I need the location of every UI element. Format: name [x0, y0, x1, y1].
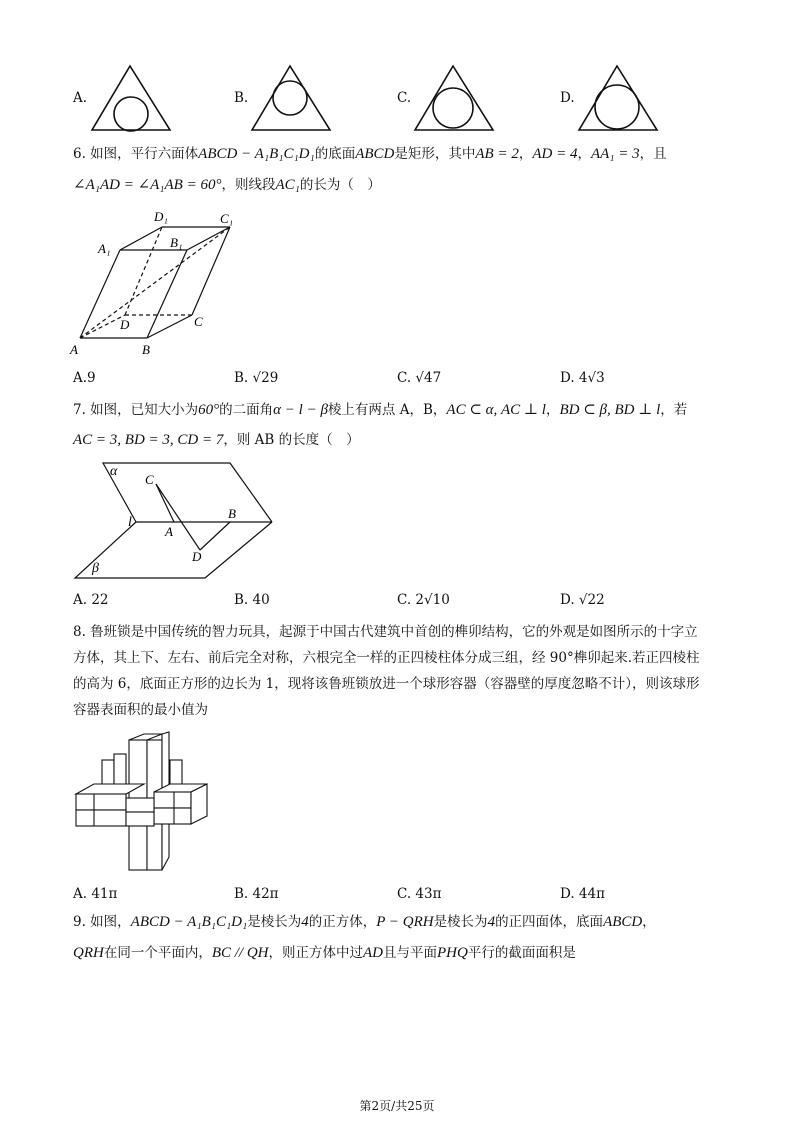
q9-text: 是棱长为 [247, 914, 302, 930]
q6-math: AC₁ [275, 177, 300, 193]
q9-math: P − QRH [376, 914, 434, 930]
q7-text: ，若 [660, 402, 688, 418]
q6-stem-line1 [73, 144, 667, 164]
q9-stem-line1 [73, 912, 656, 932]
q6-text: 的底面 [314, 146, 356, 162]
q8-stem-line1: 8. 鲁班锁是中国传统的智力玩具，起源于中国古代建筑中首创的榫卯结构，它的外观是如图所示的十字立 [73, 624, 698, 640]
q6-math: AB = 2 [475, 146, 519, 162]
q9-text: 9. 如图， [73, 914, 131, 930]
q6-label-c: C [194, 314, 203, 329]
q5-option-b-figure [250, 64, 332, 132]
q6-math: ABCD [355, 146, 395, 162]
q6-parallelepiped-figure [60, 205, 260, 365]
q6-label-d: D [120, 317, 130, 332]
q6-math: ∠A₁AD = ∠A₁AB = 60° [73, 177, 222, 193]
page-number-footer: 第2页/共25页 [359, 1099, 435, 1113]
q9-math: ABCD − A₁B₁C₁D₁ [130, 914, 248, 930]
q8-stem-line2: 方体，其上下、左右、前后完全对称，六根完全一样的正四棱柱体分成三组，经 90°榫卯起来.若正四棱柱 [73, 650, 700, 666]
q6-label-d1: D₁ [154, 209, 168, 224]
q8-stem-line3: 的高为 6，底面正方形的边长为 1，现将该鲁班锁放进一个球形容器（容器壁的厚度忽略不计），则该球形 [73, 676, 700, 692]
q9-math: 4 [487, 914, 496, 930]
q7-label-a: A [165, 524, 173, 539]
q5-option-d-figure [577, 64, 659, 132]
q7-text: ，则 AB 的长度（ ） [223, 432, 360, 448]
q7-label-b: B [228, 506, 236, 521]
q7-label-alpha: α [110, 464, 118, 479]
q6-math: ABCD − A₁B₁C₁D₁ [198, 146, 315, 162]
q8-option-a: A. 41π [73, 886, 118, 902]
q6-label-a: A [70, 342, 78, 357]
q9-math: AD [363, 945, 383, 961]
q7-text: 的二面角 [219, 402, 274, 418]
q9-stem-line2 [73, 943, 576, 963]
q5-option-b-label: B. [234, 90, 249, 106]
q7-option-a: A. 22 [73, 592, 109, 608]
q8-luban-lock-figure [74, 732, 209, 872]
q8-stem-line4: 容器表面积的最小值为 [73, 702, 208, 718]
q7-text: 7. 如图，已知大小为 [73, 402, 199, 418]
q9-text: 的正四面体，底面 [495, 914, 604, 930]
q7-option-c: C. 2√10 [397, 592, 450, 608]
q7-dihedral-figure [70, 458, 280, 583]
q7-stem-line2 [73, 430, 360, 450]
q7-text: 棱上有两点 A，B， [327, 402, 447, 418]
q9-text: 且与平面 [383, 945, 437, 961]
q9-math: QRH [73, 945, 104, 961]
q6-text: ， [518, 146, 533, 162]
q5-option-a-figure [90, 64, 172, 132]
q7-label-l: l [128, 515, 132, 530]
q7-math: AC = 3, BD = 3, CD = 7 [73, 432, 224, 448]
q6-text: 的长为（ ） [299, 177, 381, 193]
q6-text: 6. 如图，平行六面体 [73, 146, 199, 162]
q6-label-b: B [142, 342, 150, 357]
q9-math: 4 [301, 914, 309, 930]
q6-label-a1: A₁ [98, 241, 111, 256]
q8-option-c: C. 43π [397, 886, 442, 902]
q9-text: 的正方体， [308, 914, 377, 930]
q7-label-c: C [145, 472, 154, 487]
q6-stem-line2 [73, 175, 381, 195]
q6-text: 是矩形，其中 [394, 146, 476, 162]
q6-option-a: A.9 [73, 370, 96, 386]
q9-math: BC // QH [211, 945, 269, 961]
q7-math: α − l − β [273, 402, 328, 418]
q7-math: 60° [198, 402, 220, 418]
q7-math: BD ⊂ β, BD ⊥ l [559, 402, 661, 418]
q9-text: 平行的截面面积是 [467, 945, 576, 961]
q7-option-b: B. 40 [234, 592, 270, 608]
q6-option-c: C. √47 [397, 370, 442, 386]
q9-text: 是棱长为 [433, 914, 488, 930]
q6-text: ，且 [639, 146, 667, 162]
q6-math: AA₁ = 3 [590, 146, 640, 162]
q6-label-c1: C₁ [220, 211, 234, 226]
q5-option-a-label: A. [73, 90, 88, 106]
q6-text: ， [577, 146, 591, 162]
q6-math: AD = 4 [532, 146, 578, 162]
q7-text: ， [545, 402, 560, 418]
q7-stem-line1 [73, 400, 687, 420]
q5-option-c-label: C. [397, 90, 412, 106]
q7-label-d: D [192, 549, 202, 564]
q9-text: ， [642, 914, 656, 930]
q9-text: 在同一个平面内， [103, 945, 212, 961]
q7-option-d: D. √22 [560, 592, 605, 608]
q5-option-d-label: D. [560, 90, 575, 106]
q9-math: ABCD [603, 914, 643, 930]
q9-text: ，则正方体中过 [268, 945, 363, 961]
q8-option-d: D. 44π [560, 886, 605, 902]
q9-math: PHQ [437, 945, 468, 961]
q6-option-b: B. √29 [234, 370, 279, 386]
q5-option-c-figure [413, 64, 495, 132]
q6-text: ，则线段 [221, 177, 276, 193]
q7-label-beta: β [92, 561, 99, 576]
q7-math: AC ⊂ α, AC ⊥ l [446, 402, 546, 418]
q8-option-b: B. 42π [234, 886, 279, 902]
q6-option-d: D. 4√3 [560, 370, 605, 386]
q6-label-b1: B₁ [170, 235, 183, 250]
